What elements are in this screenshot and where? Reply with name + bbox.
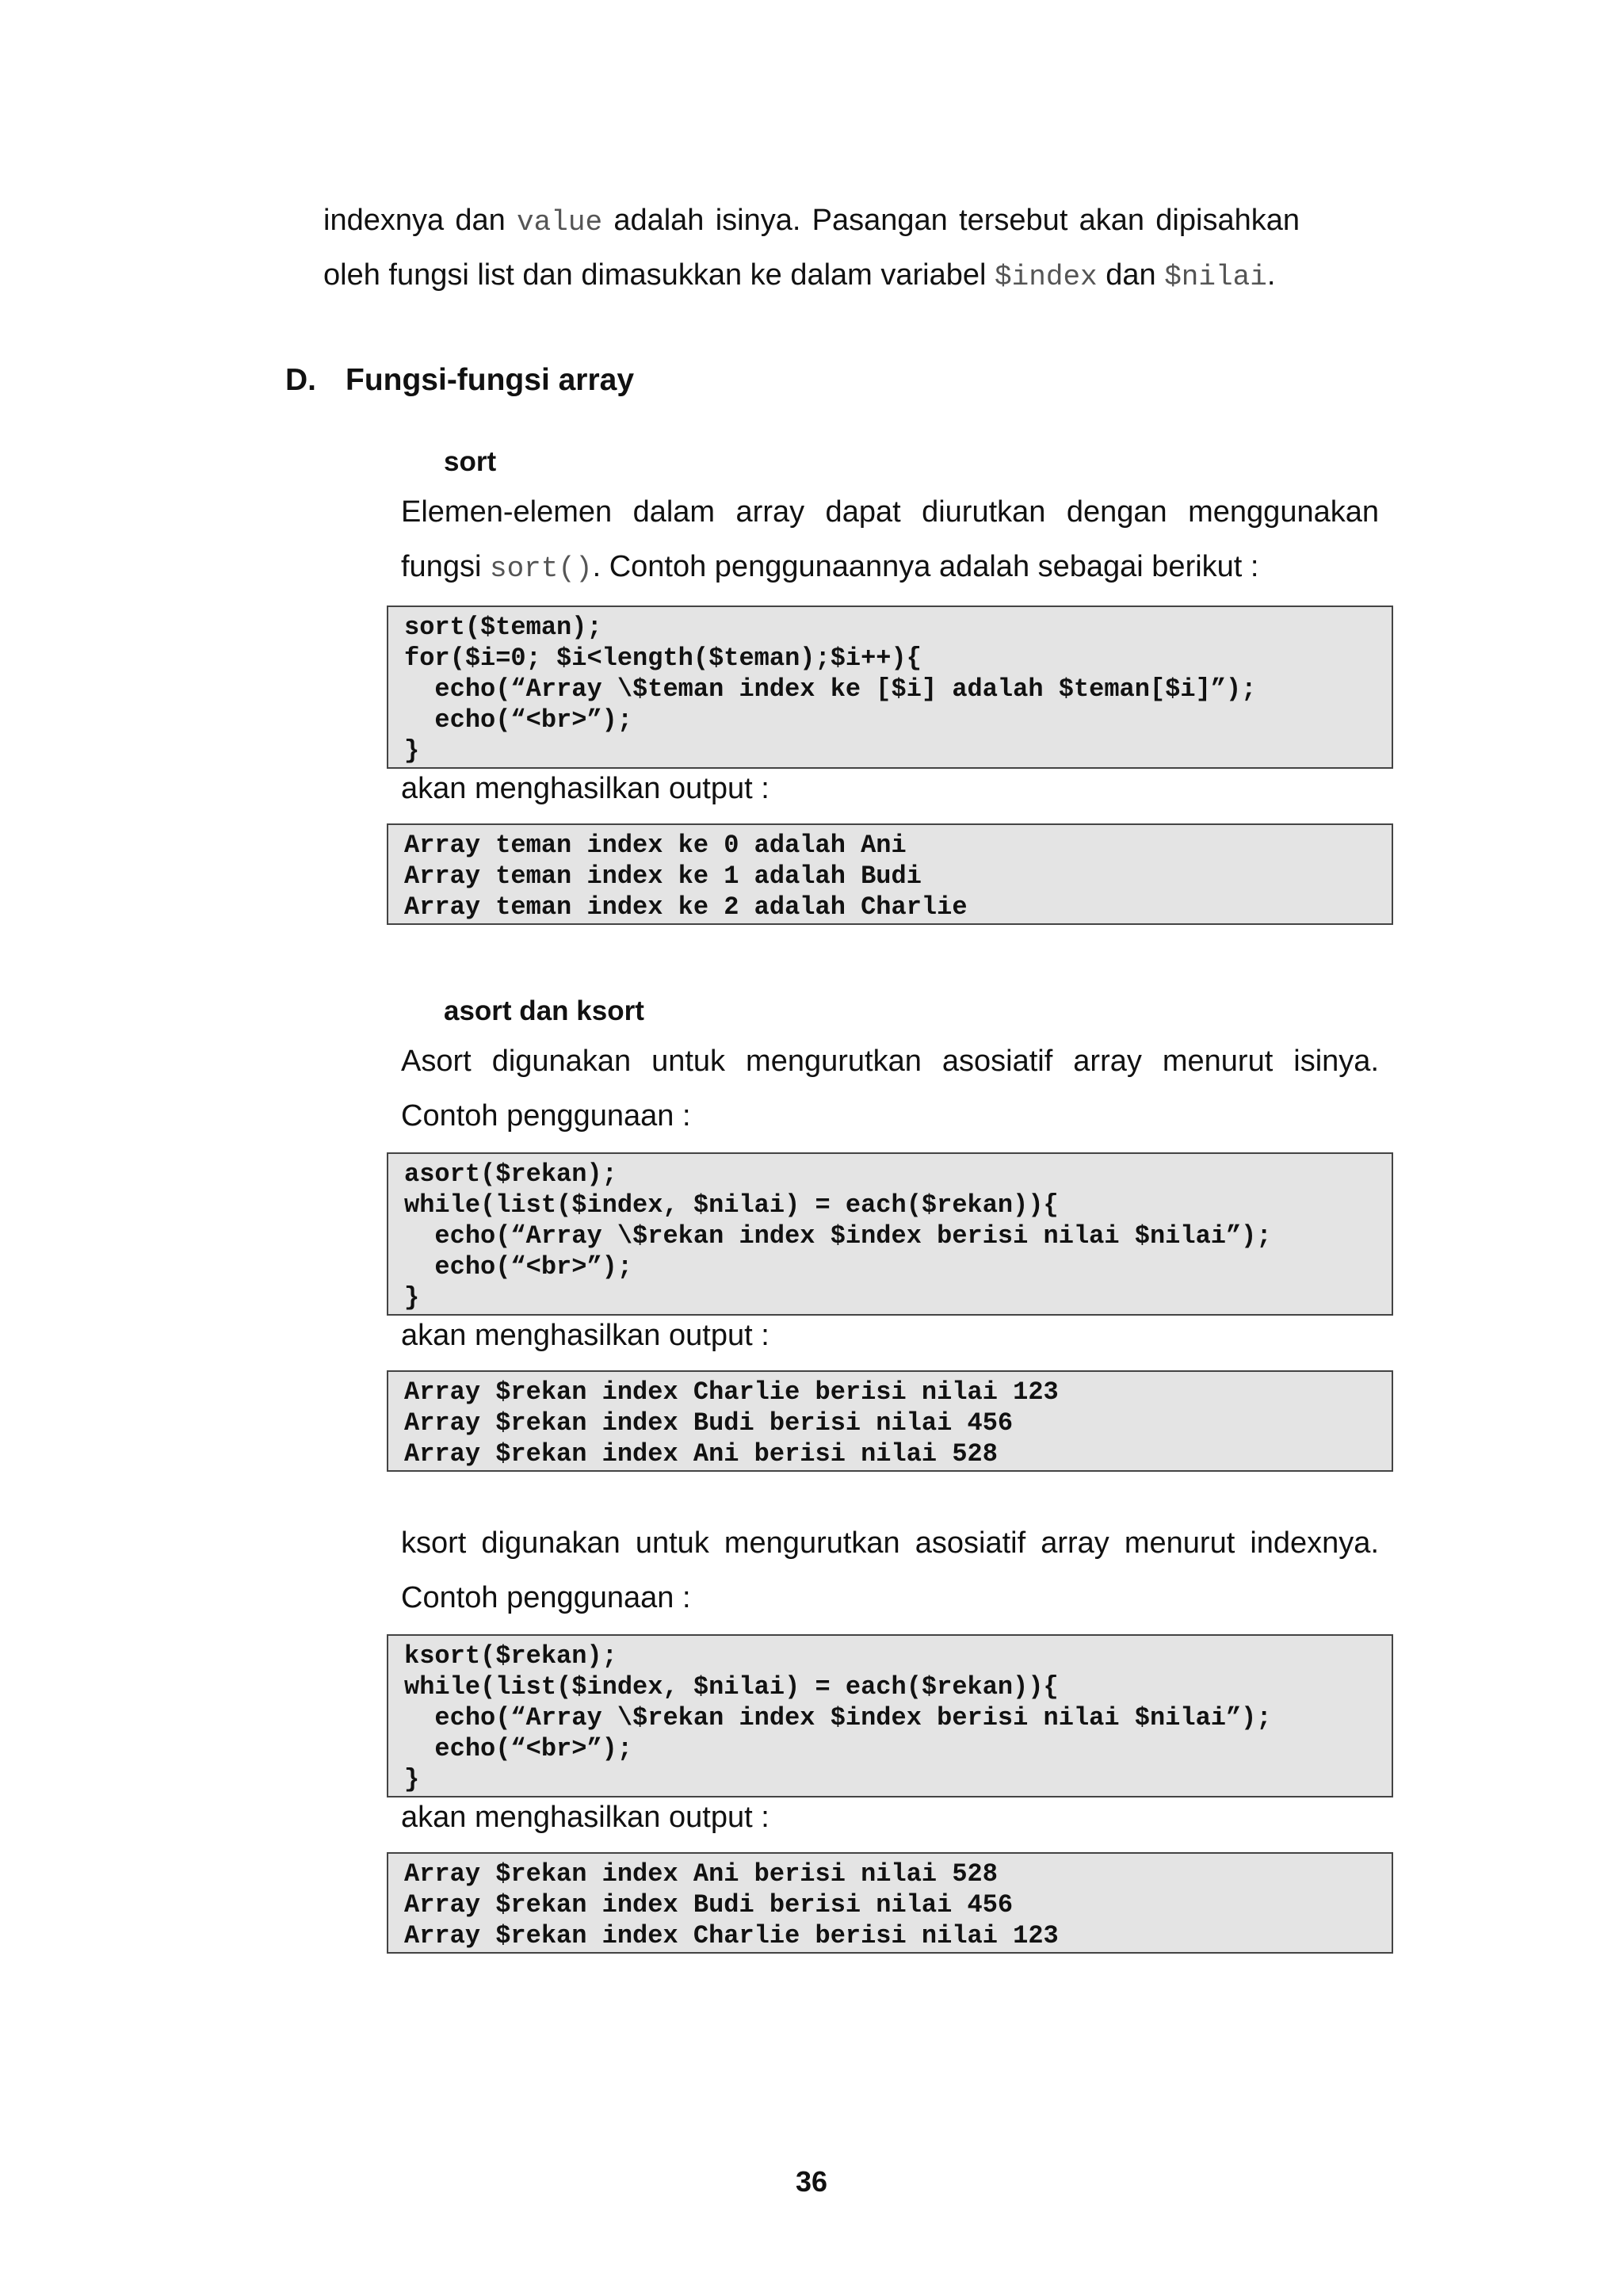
intro-text: . — [1266, 258, 1276, 292]
output-line: Array $rekan index Budi berisi nilai 456 — [404, 1408, 1014, 1438]
intro-text: dan — [1097, 258, 1165, 292]
ksort-desc-line-1: ksort digunakan untuk mengurutkan asosiatif array menurut indexnya. — [401, 1526, 1379, 1560]
section-letter: D. — [285, 363, 316, 397]
code-line: ksort($rekan); — [404, 1641, 617, 1671]
code-line: echo(“Array \$teman index ke [$i] adalah $teman[$i]”); — [404, 674, 1257, 704]
code-line: echo(“Array \$rekan index $index berisi nilai $nilai”); — [404, 1703, 1272, 1733]
code-block-sort — [387, 606, 1393, 769]
section-title: Fungsi-fungsi array — [346, 363, 635, 397]
inline-code-nilai: $nilai — [1164, 261, 1267, 293]
code-line: echo(“<br>”); — [404, 1252, 633, 1282]
inline-code-value: value — [517, 206, 603, 239]
output-line: Array $rekan index Budi berisi nilai 456 — [404, 1890, 1014, 1920]
code-line: } — [404, 1765, 420, 1794]
code-line: echo(“<br>”); — [404, 1734, 633, 1763]
code-block-ksort — [387, 1634, 1393, 1797]
output-block-asort — [387, 1370, 1393, 1472]
inline-code-sort: sort() — [489, 552, 593, 585]
code-line: sort($teman); — [404, 613, 602, 642]
output-line: Array teman index ke 2 adalah Charlie — [404, 892, 968, 922]
subsection-title-asort: asort dan ksort — [444, 995, 644, 1026]
intro-text: adalah isinya. Pasangan tersebut akan dipisahkan — [602, 204, 1300, 237]
code-line: echo(“<br>”); — [404, 705, 633, 735]
output-label-asort: akan menghasilkan output : — [401, 1319, 769, 1352]
output-block-ksort — [387, 1852, 1393, 1954]
code-line: } — [404, 1283, 420, 1312]
output-label-sort: akan menghasilkan output : — [401, 772, 769, 805]
sort-desc-text: . Contoh penggunaannya adalah sebagai berikut : — [592, 550, 1259, 583]
asort-desc-line-2: Contoh penggunaan : — [401, 1099, 691, 1133]
code-line: } — [404, 736, 420, 766]
intro-line-2 — [323, 248, 1300, 304]
ksort-desc-line-2: Contoh penggunaan : — [401, 1581, 691, 1614]
output-line: Array teman index ke 1 adalah Budi — [404, 861, 922, 891]
output-block-sort — [387, 823, 1393, 925]
code-line: while(list($index, $nilai) = each($rekan)){ — [404, 1190, 1059, 1220]
sort-desc-line-2 — [401, 540, 1379, 596]
code-line: while(list($index, $nilai) = each($rekan)){ — [404, 1672, 1059, 1702]
output-line: Array $rekan index Charlie berisi nilai 123 — [404, 1377, 1059, 1407]
subsection-title-sort: sort — [444, 446, 497, 477]
sort-desc-line-1: Elemen-elemen dalam array dapat diurutkan dengan menggunakan — [401, 495, 1379, 529]
asort-desc-line-1: Asort digunakan untuk mengurutkan asosiatif array menurut isinya. — [401, 1045, 1379, 1078]
output-line: Array $rekan index Charlie berisi nilai 123 — [404, 1921, 1059, 1950]
code-block-asort — [387, 1152, 1393, 1316]
output-line: Array $rekan index Ani berisi nilai 528 — [404, 1859, 998, 1889]
intro-text: oleh fungsi list dan dimasukkan ke dalam variabel — [323, 258, 995, 292]
inline-code-index: $index — [995, 261, 1098, 293]
intro-line-1 — [323, 193, 1300, 250]
code-line: for($i=0; $i<length($teman);$i++){ — [404, 644, 922, 673]
output-line: Array $rekan index Ani berisi nilai 528 — [404, 1439, 998, 1469]
output-line: Array teman index ke 0 adalah Ani — [404, 831, 907, 860]
output-label-ksort: akan menghasilkan output : — [401, 1801, 769, 1834]
sort-desc-text: fungsi — [401, 550, 490, 583]
code-line: echo(“Array \$rekan index $index berisi nilai $nilai”); — [404, 1221, 1272, 1251]
intro-text: indexnya dan — [323, 204, 517, 237]
code-line: asort($rekan); — [404, 1159, 617, 1189]
page-number: 36 — [795, 2165, 828, 2198]
